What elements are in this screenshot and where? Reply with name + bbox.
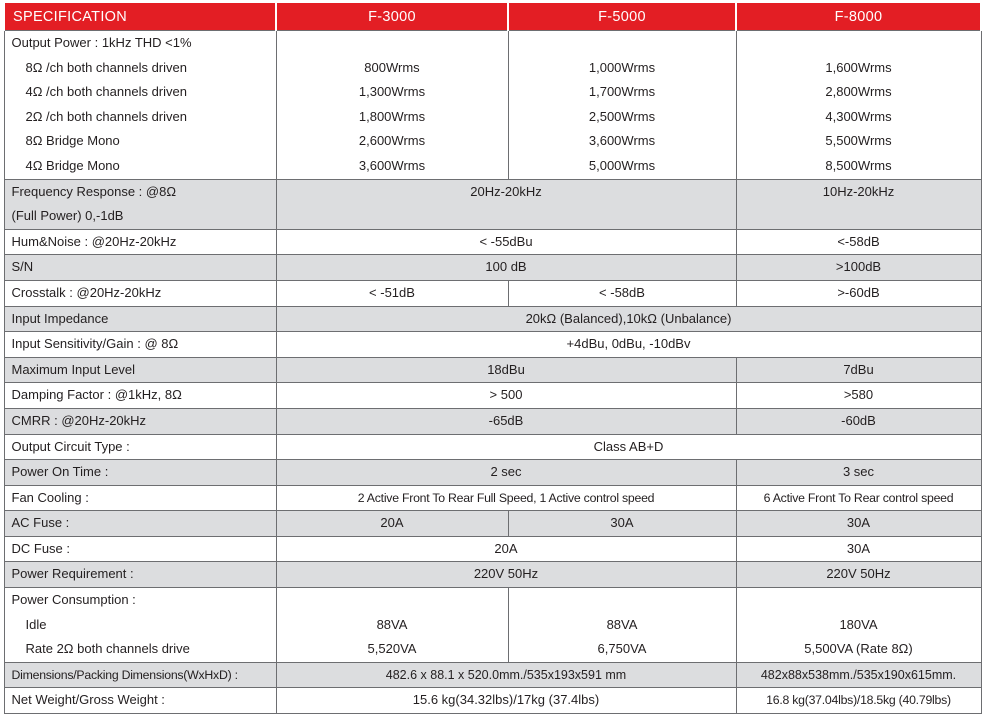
cell-value: >-60dB — [736, 280, 981, 306]
table-row — [4, 129, 981, 154]
table-row — [4, 332, 981, 358]
row-label: Rate 2Ω both channels drive — [4, 637, 276, 662]
row-label: Input Sensitivity/Gain : @ 8Ω — [4, 332, 276, 358]
table-row — [4, 280, 981, 306]
cell-value: 482.6 x 88.1 x 520.0mm./535x193x591 mm — [276, 662, 736, 688]
cell-value: 2 Active Front To Rear Full Speed, 1 Active control speed — [276, 485, 736, 511]
table-row — [4, 562, 981, 588]
table-row — [4, 357, 981, 383]
cell-value: 20Hz-20kHz — [276, 179, 736, 229]
table-row — [4, 662, 981, 688]
table-row — [4, 383, 981, 409]
cell-value: 5,500Wrms — [736, 129, 981, 154]
cell-value: 2,500Wrms — [508, 105, 736, 130]
cell-value: -60dB — [736, 408, 981, 434]
row-label: Maximum Input Level — [4, 357, 276, 383]
table-row — [4, 31, 981, 56]
table-row — [4, 588, 981, 613]
row-label: Input Impedance — [4, 306, 276, 332]
row-label: Dimensions/Packing Dimensions(WxHxD) : — [4, 662, 276, 688]
cell-value: 20A — [276, 536, 736, 562]
table-row — [4, 485, 981, 511]
cell-value: 30A — [736, 536, 981, 562]
cell-value: <-58dB — [736, 229, 981, 255]
row-label: Damping Factor : @1kHz, 8Ω — [4, 383, 276, 409]
cell-value: 5,500VA (Rate 8Ω) — [736, 637, 981, 662]
table-row — [4, 511, 981, 537]
cell-value: 180VA — [736, 613, 981, 638]
table-row — [4, 688, 981, 714]
cell-value: < -51dB — [276, 280, 508, 306]
cell-value: 8,500Wrms — [736, 154, 981, 179]
cell-value: 20A — [276, 511, 508, 537]
table-row — [4, 80, 981, 105]
cell-value: 88VA — [276, 613, 508, 638]
cell-value: 2,800Wrms — [736, 80, 981, 105]
table-row — [4, 56, 981, 81]
table-row — [4, 105, 981, 130]
table-row — [4, 536, 981, 562]
cell-value: 7dBu — [736, 357, 981, 383]
row-label: Power Requirement : — [4, 562, 276, 588]
cell-value: 1,700Wrms — [508, 80, 736, 105]
cell-value: 30A — [508, 511, 736, 537]
cell-value: 20kΩ (Balanced),10kΩ (Unbalance) — [276, 306, 981, 332]
cell-value: 5,000Wrms — [508, 154, 736, 179]
row-label: DC Fuse : — [4, 536, 276, 562]
row-label: 8Ω /ch both channels driven — [4, 56, 276, 81]
cell-value: 1,000Wrms — [508, 56, 736, 81]
cell-value: 5,520VA — [276, 637, 508, 662]
cell-value: 2 sec — [276, 460, 736, 486]
empty-cell — [736, 31, 981, 56]
row-label: Crosstalk : @20Hz-20kHz — [4, 280, 276, 306]
cell-value: >100dB — [736, 255, 981, 281]
empty-cell — [736, 588, 981, 613]
header-spec: SPECIFICATION — [4, 3, 276, 31]
cell-value: >580 — [736, 383, 981, 409]
output-power-title: Output Power : 1kHz THD <1% — [4, 31, 276, 56]
table-row — [4, 434, 981, 460]
row-label: 4Ω /ch both channels driven — [4, 80, 276, 105]
cell-value: < -58dB — [508, 280, 736, 306]
row-label: Net Weight/Gross Weight : — [4, 688, 276, 714]
row-label: CMRR : @20Hz-20kHz — [4, 408, 276, 434]
cell-value: 2,600Wrms — [276, 129, 508, 154]
header-row — [4, 3, 981, 31]
cell-value: +4dBu, 0dBu, -10dBv — [276, 332, 981, 358]
cell-value: 1,800Wrms — [276, 105, 508, 130]
row-label: Fan Cooling : — [4, 485, 276, 511]
table-row — [4, 306, 981, 332]
empty-cell — [508, 31, 736, 56]
cell-value: 3 sec — [736, 460, 981, 486]
row-label: 2Ω /ch both channels driven — [4, 105, 276, 130]
table-row — [4, 613, 981, 638]
cell-value: 3,600Wrms — [276, 154, 508, 179]
row-label: (Full Power) 0,-1dB — [4, 204, 276, 229]
empty-cell — [276, 31, 508, 56]
cell-value: 4,300Wrms — [736, 105, 981, 130]
empty-cell — [276, 588, 508, 613]
cell-value: 220V 50Hz — [736, 562, 981, 588]
row-label: 4Ω Bridge Mono — [4, 154, 276, 179]
cell-value: 3,600Wrms — [508, 129, 736, 154]
row-label: 8Ω Bridge Mono — [4, 129, 276, 154]
table-row — [4, 179, 981, 204]
empty-cell — [508, 588, 736, 613]
table-row — [4, 460, 981, 486]
cell-value: 6,750VA — [508, 637, 736, 662]
cell-value: > 500 — [276, 383, 736, 409]
cell-value: 15.6 kg(34.32lbs)/17kg (37.4lbs) — [276, 688, 736, 714]
row-label: Frequency Response : @8Ω — [4, 179, 276, 204]
table-row — [4, 154, 981, 179]
cell-value: 16.8 kg(37.04lbs)/18.5kg (40.79lbs) — [736, 688, 981, 714]
table-row — [4, 255, 981, 281]
header-model-2: F-5000 — [508, 3, 736, 31]
cell-value: 100 dB — [276, 255, 736, 281]
row-label: S/N — [4, 255, 276, 281]
table-row — [4, 408, 981, 434]
row-label: Idle — [4, 613, 276, 638]
header-model-1: F-3000 — [276, 3, 508, 31]
table-row — [4, 637, 981, 662]
cell-value: Class AB+D — [276, 434, 981, 460]
row-label: Power On Time : — [4, 460, 276, 486]
cell-value: 10Hz-20kHz — [736, 179, 981, 229]
cell-value: 30A — [736, 511, 981, 537]
header-model-3: F-8000 — [736, 3, 981, 31]
cell-value: -65dB — [276, 408, 736, 434]
cell-value: 6 Active Front To Rear control speed — [736, 485, 981, 511]
cell-value: 482x88x538mm./535x190x615mm. — [736, 662, 981, 688]
cell-value: 1,300Wrms — [276, 80, 508, 105]
cell-value: 800Wrms — [276, 56, 508, 81]
row-label: Output Circuit Type : — [4, 434, 276, 460]
cell-value: 220V 50Hz — [276, 562, 736, 588]
spec-table — [3, 3, 982, 714]
cell-value: 88VA — [508, 613, 736, 638]
row-label: AC Fuse : — [4, 511, 276, 537]
consumption-title: Power Consumption : — [4, 588, 276, 613]
cell-value: < -55dBu — [276, 229, 736, 255]
cell-value: 1,600Wrms — [736, 56, 981, 81]
table-row — [4, 229, 981, 255]
cell-value: 18dBu — [276, 357, 736, 383]
row-label: Hum&Noise : @20Hz-20kHz — [4, 229, 276, 255]
